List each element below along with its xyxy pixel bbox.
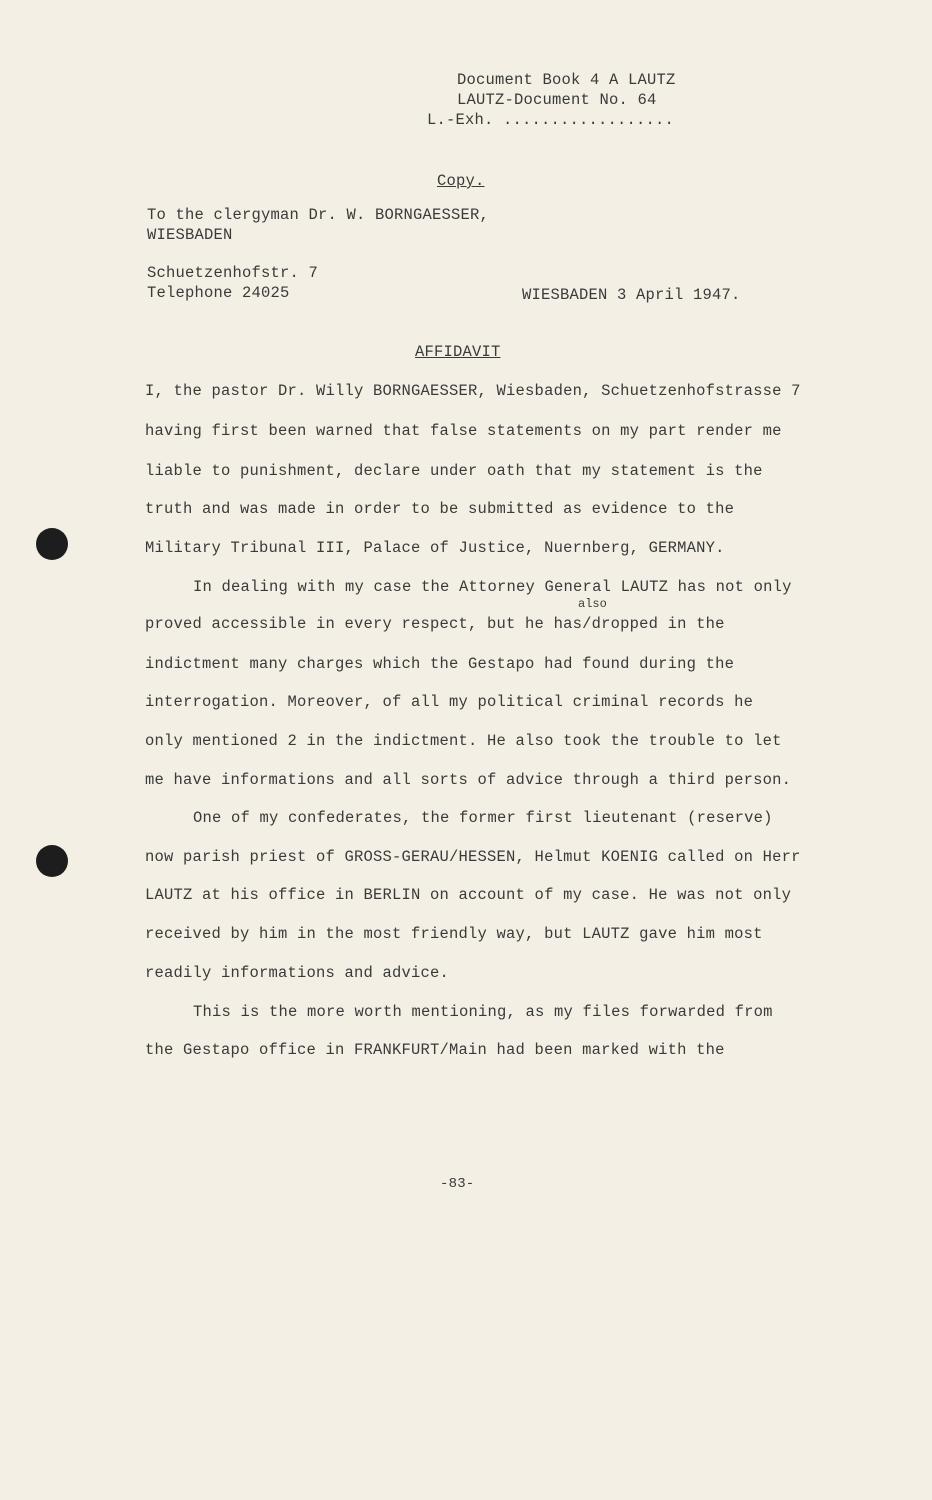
address-street: Schuetzenhofstr. 7 (147, 264, 319, 282)
punch-hole (36, 528, 68, 560)
handwritten-insert: also (578, 597, 607, 611)
body-line: having first been warned that false statements on my part render me (145, 422, 782, 440)
address-telephone: Telephone 24025 (147, 284, 290, 302)
addressee-line: To the clergyman Dr. W. BORNGAESSER, (147, 206, 490, 224)
body-line: In dealing with my case the Attorney General LAUTZ has not only (193, 578, 792, 596)
body-line: now parish priest of GROSS-GERAU/HESSEN, Helmut KOENIG called on Herr (145, 848, 801, 866)
body-line: LAUTZ at his office in BERLIN on account of my case. He was not only (145, 886, 792, 904)
body-line: Military Tribunal III, Palace of Justice, Nuernberg, GERMANY. (145, 539, 725, 557)
body-line: truth and was made in order to be submitted as evidence to the (145, 500, 735, 518)
body-line: only mentioned 2 in the indictment. He also took the trouble to let (145, 732, 782, 750)
doc-number-line: LAUTZ-Document No. 64 (457, 91, 657, 109)
exhibit-line: L.-Exh. .................. (427, 111, 675, 129)
body-line: me have informations and all sorts of advice through a third person. (145, 771, 792, 789)
body-line: I, the pastor Dr. Willy BORNGAESSER, Wiesbaden, Schuetzenhofstrasse 7 (145, 382, 801, 400)
body-line: This is the more worth mentioning, as my files forwarded from (193, 1003, 773, 1021)
body-line: the Gestapo office in FRANKFURT/Main had been marked with the (145, 1041, 725, 1059)
body-line: indictment many charges which the Gestapo had found during the (145, 655, 735, 673)
page-number: -83- (440, 1176, 475, 1192)
body-line: received by him in the most friendly way, but LAUTZ gave him most (145, 925, 763, 943)
document-title: AFFIDAVIT (415, 343, 501, 361)
body-line: proved accessible in every respect, but he has/dropped in the (145, 615, 725, 633)
body-line: One of my confederates, the former first lieutenant (reserve) (193, 809, 773, 827)
punch-hole (36, 845, 68, 877)
body-line: interrogation. Moreover, of all my political criminal records he (145, 693, 754, 711)
body-line: liable to punishment, declare under oath that my statement is the (145, 462, 763, 480)
body-line: readily informations and advice. (145, 964, 450, 982)
addressee-city: WIESBADEN (147, 226, 233, 244)
copy-label: Copy. (437, 172, 485, 190)
doc-book-line: Document Book 4 A LAUTZ (457, 71, 676, 89)
document-date: WIESBADEN 3 April 1947. (522, 286, 741, 304)
